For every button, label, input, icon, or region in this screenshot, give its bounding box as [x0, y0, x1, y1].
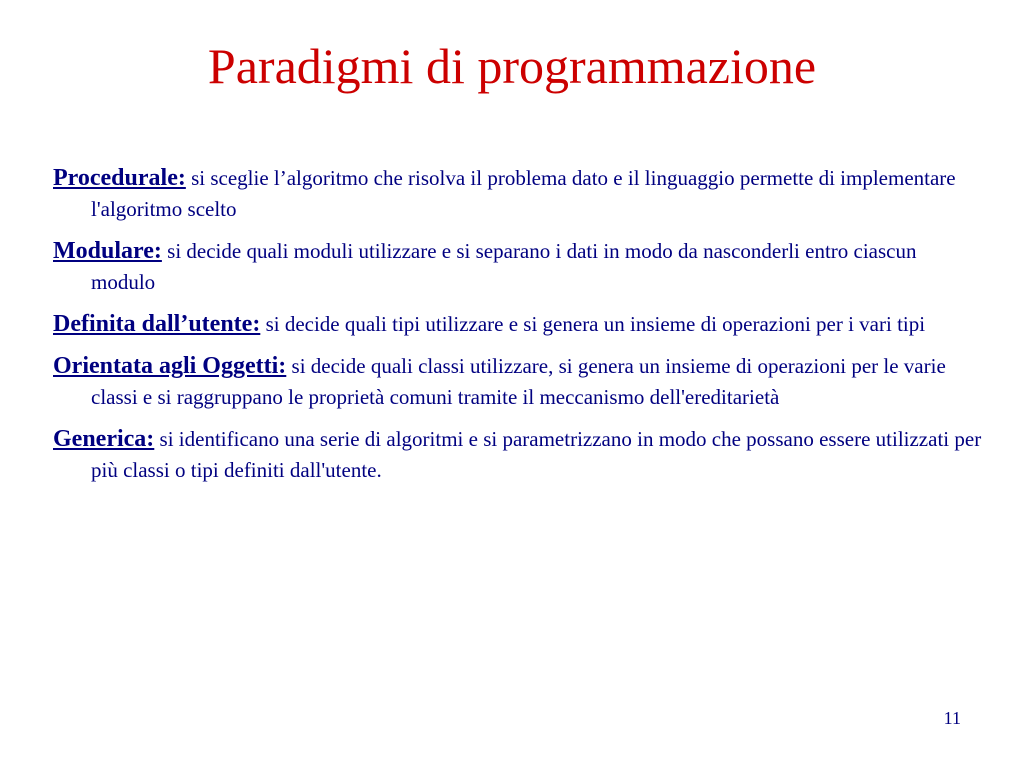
paradigm-description: si decide quali tipi utilizzare e si genera un insieme di operazioni per i vari tipi — [265, 312, 926, 336]
paradigm-item-procedurale — [53, 163, 983, 225]
paradigm-item-generica — [53, 424, 983, 486]
paradigm-description: si decide quali moduli utilizzare e si separano i dati in modo da nasconderli entro ciascun modulo — [91, 239, 917, 294]
page-number: 11 — [943, 708, 961, 728]
paradigm-term: Modulare: — [53, 238, 162, 264]
paradigm-description: si sceglie l’algoritmo che risolva il problema dato e il linguaggio permette di implementare l'algoritmo scelto — [91, 166, 956, 221]
paradigm-term: Definita dall’utente: — [53, 311, 261, 337]
paradigm-list — [53, 163, 983, 497]
paradigm-item-definita-utente — [53, 309, 983, 340]
paradigm-term: Orientata agli Oggetti: — [53, 353, 287, 379]
paradigm-description: si decide quali classi utilizzare, si genera un insieme di operazioni per le varie classi e si raggruppano le proprietà comuni tramite il meccanismo dell'ereditarietà — [91, 354, 946, 409]
paradigm-term: Generica: — [53, 426, 155, 452]
paradigm-item-modulare — [53, 236, 983, 298]
paradigm-term: Procedurale: — [53, 165, 186, 191]
paradigm-item-oggetti — [53, 351, 983, 413]
paradigm-description: si identificano una serie di algoritmi e si parametrizzano in modo che possano essere utilizzati per più classi o tipi definiti dall'utente. — [91, 427, 982, 482]
slide-title: Paradigmi di programmazione — [207, 38, 817, 94]
